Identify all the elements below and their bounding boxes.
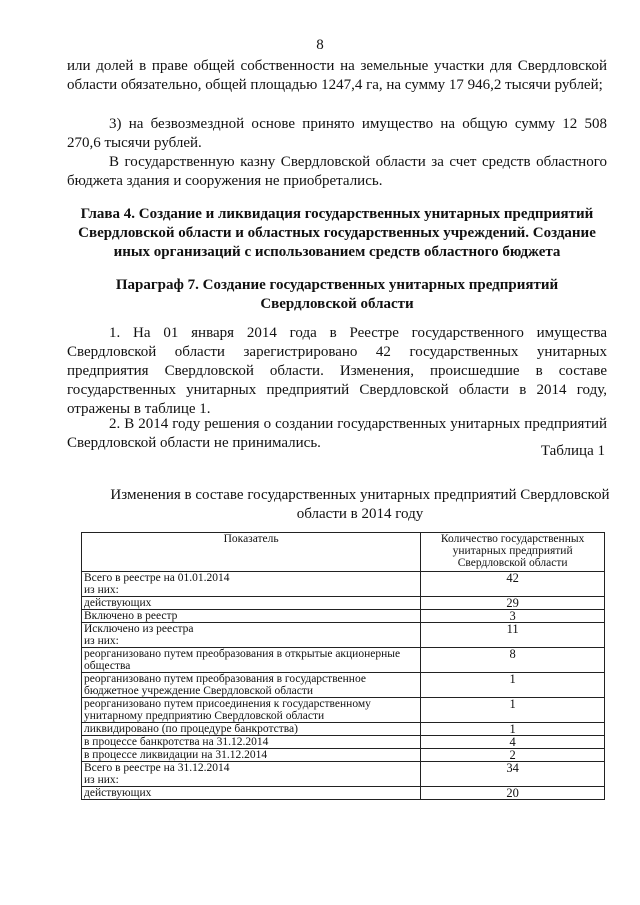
row-value: 1 [421,673,605,698]
row-value: 34 [421,762,605,787]
table-row [82,648,605,673]
table-row [82,572,605,597]
row-value: 1 [421,698,605,723]
row-label: в процессе банкротства на 31.12.2014 [82,736,421,749]
table-row [82,723,605,736]
row-label: реорганизовано путем преобразования в государственное бюджетное учреждение Свердловской области [82,673,421,698]
row-value: 11 [421,623,605,648]
row-label: реорганизовано путем преобразования в открытые акционерные общества [82,648,421,673]
row-value: 1 [421,723,605,736]
row-label: реорганизовано путем присоединения к государственному унитарному предприятию Свердловской области [82,698,421,723]
page-number: 8 [316,37,324,53]
header-count: Количество государственных унитарных предприятий Свердловской области [421,533,605,572]
row-label: Всего в реестре на 31.12.2014 [84,762,230,774]
row-value: 42 [421,572,605,597]
table-row [82,610,605,623]
row-value: 2 [421,749,605,762]
chapter-heading: Глава 4. Создание и ликвидация государственных унитарных предприятий Свердловской области и областных государственных учреждений. Создание иных организаций с использованием средств областного бюджета [78,206,596,260]
row-sublabel: из них: [84,774,119,786]
table-row [82,597,605,610]
row-label: действующих [82,787,421,800]
paragraph-land: или долей в праве общей собственности на земельные участки для Свердловской области обязательно, общей площадью 1247,4 га, на сумму 17 946,2 тысячи рублей; [67,58,607,93]
table-label: Таблица 1 [540,443,605,459]
table-row [82,698,605,723]
paragraph-no-creation: 2. В 2014 году решения о создании государственных унитарных предприятий Свердловской области не принимались. [67,416,607,451]
changes-table [81,532,605,800]
row-sublabel: из них: [84,584,119,596]
table-row [82,736,605,749]
paragraph-registry: 1. На 01 января 2014 года в Реестре государственного имущества Свердловской области зарегистрировано 42 государственных унитарных предприятия Свердловской области. Изменения, происшедшие в составе государственных унитарных предприятий Свердловской области в 2014 году, отражены в таблице 1. [67,325,607,417]
table-row [82,749,605,762]
table-title: Изменения в составе государственных унитарных предприятий Свердловской области в 2014 году [110,487,610,522]
paragraph-heading: Параграф 7. Создание государственных унитарных предприятий Свердловской области [115,277,559,312]
table-header-row [82,533,605,572]
row-label: действующих [82,597,421,610]
paragraph-treasury: В государственную казну Свердловской области за счет средств областного бюджета здания и сооружения не приобретались. [67,154,607,189]
row-label: ликвидировано (по процедуре банкротства) [82,723,421,736]
row-label: Исключено из реестра [84,623,194,635]
row-sublabel: из них: [84,635,119,647]
header-indicator: Показатель [82,533,421,572]
table-row [82,673,605,698]
row-label: Включено в реестр [82,610,421,623]
row-label: в процессе ликвидации на 31.12.2014 [82,749,421,762]
table-row [82,762,605,787]
row-label: Всего в реестре на 01.01.2014 [84,572,230,584]
row-value: 29 [421,597,605,610]
row-value: 4 [421,736,605,749]
row-value: 20 [421,787,605,800]
table-row [82,623,605,648]
table-row [82,787,605,800]
row-value: 8 [421,648,605,673]
paragraph-free-property: 3) на безвозмездной основе принято имущество на общую сумму 12 508 270,6 тысячи рублей. [67,116,607,151]
row-value: 3 [421,610,605,623]
